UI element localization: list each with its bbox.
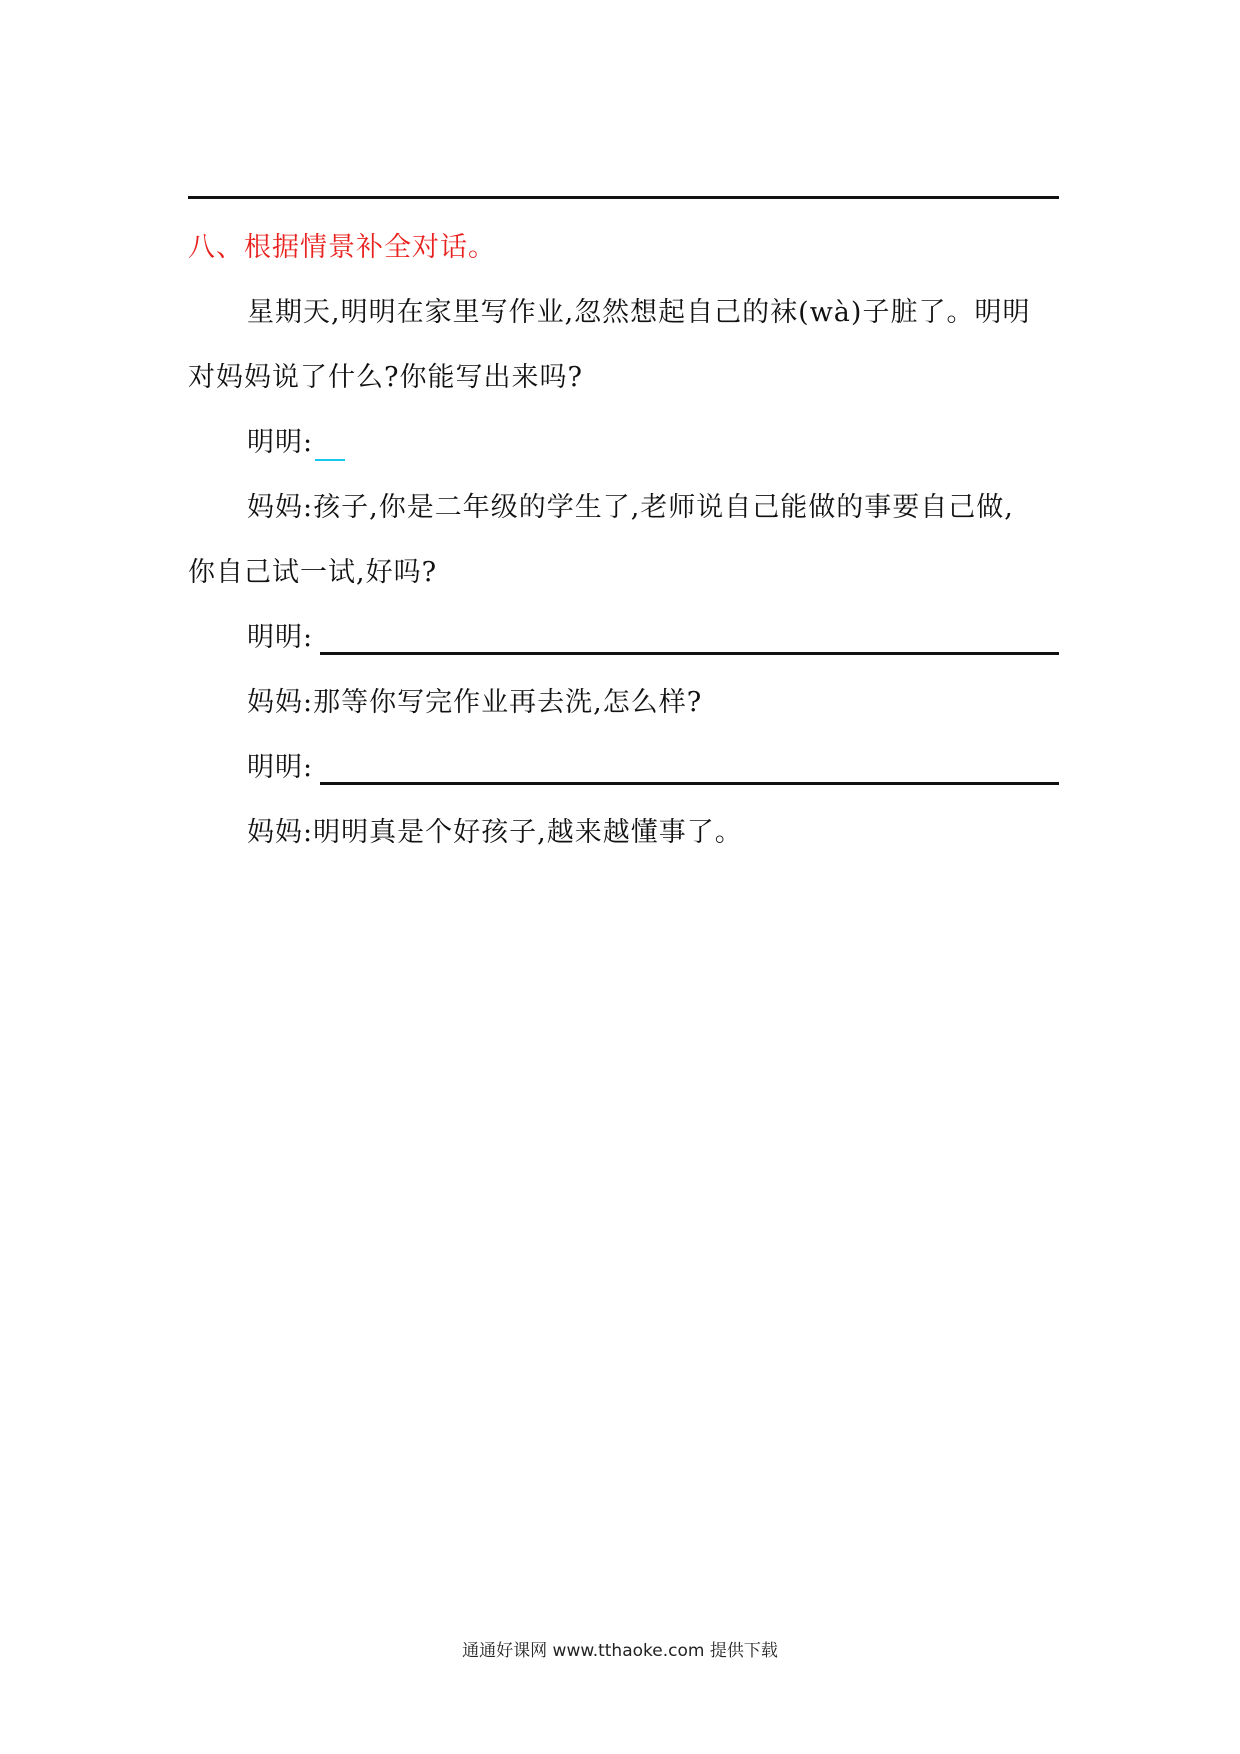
speaker-mingming: 明明: bbox=[247, 622, 314, 653]
answer-blank-2[interactable] bbox=[320, 652, 1059, 655]
footer-source: 通通好课网 www.tthaoke.com 提供下载 bbox=[462, 1641, 778, 1661]
mama-line-3 bbox=[247, 815, 743, 851]
mama-speech-3: 明明真是个好孩子,越来越懂事了。 bbox=[313, 817, 743, 848]
answer-blank-3[interactable] bbox=[320, 782, 1059, 785]
mama-speech-1: 孩子,你是二年级的学生了,老师说自己能做的事要自己做, bbox=[313, 492, 1014, 523]
intro-line-1: 星期天,明明在家里写作业,忽然想起自己的袜(wà)子脏了。明明 bbox=[247, 297, 1031, 328]
top-rule bbox=[188, 196, 1059, 199]
answer-blank-1[interactable] bbox=[315, 429, 345, 461]
mama-speech-2: 那等你写完作业再去洗,怎么样? bbox=[313, 687, 703, 718]
mama-line-2 bbox=[247, 685, 702, 721]
mingming-line-3 bbox=[247, 750, 313, 786]
mingming-line-1 bbox=[247, 425, 345, 461]
speaker-mingming: 明明: bbox=[247, 427, 314, 458]
speaker-mingming: 明明: bbox=[247, 752, 314, 783]
mama-speech-1-cont: 你自己试一试,好吗? bbox=[188, 557, 438, 588]
mingming-line-2 bbox=[247, 620, 313, 656]
speaker-mama: 妈妈: bbox=[247, 817, 314, 848]
section-heading: 八、根据情景补全对话。 bbox=[188, 232, 496, 263]
mama-line-1 bbox=[247, 490, 1014, 526]
speaker-mama: 妈妈: bbox=[247, 492, 314, 523]
speaker-mama: 妈妈: bbox=[247, 687, 314, 718]
intro-line-2: 对妈妈说了什么?你能写出来吗? bbox=[188, 362, 583, 393]
